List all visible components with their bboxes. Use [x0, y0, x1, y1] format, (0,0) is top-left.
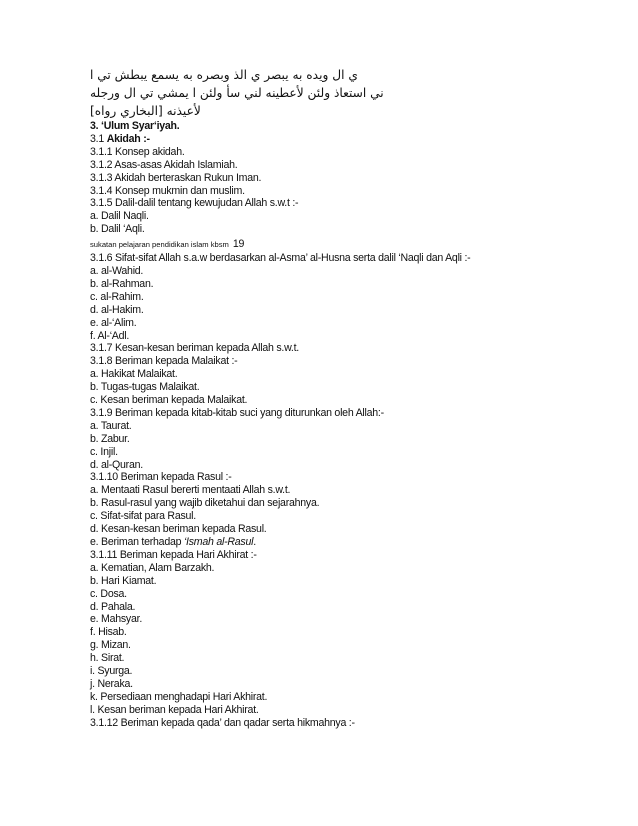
- arabic-line-3: لأعيذنه [البخاري رواه]: [90, 104, 201, 118]
- page-footer: [90, 238, 560, 252]
- list-item: 3.1.11 Beriman kepada Hari Akhirat :-: [90, 548, 257, 561]
- section-heading: 3. ‘Ulum Syar‘iyah.: [90, 120, 180, 132]
- list-item: 3.1.3 Akidah berteraskan Rukun Iman.: [90, 171, 262, 184]
- document-page: [90, 66, 560, 730]
- list-item: c. al-Rahim.: [90, 290, 144, 303]
- list-item: i. Syurga.: [90, 665, 133, 678]
- list-item: c. Kesan beriman kepada Malaikat.: [90, 394, 248, 407]
- list-item: k. Persediaan menghadapi Hari Akhirat.: [90, 690, 268, 703]
- list-item: d. al-Quran.: [90, 458, 143, 471]
- list-item: a. Dalil Naqli.: [90, 210, 149, 223]
- list-item: 3.1.12 Beriman kepada qada’ dan qadar serta hikmahnya :-: [90, 716, 355, 729]
- list-item: c. Sifat-sifat para Rasul.: [90, 510, 196, 523]
- list-item: 3.1.2 Asas-asas Akidah Islamiah.: [90, 158, 238, 171]
- list-item: h. Sirat.: [90, 652, 125, 665]
- page-number: 19: [232, 238, 245, 251]
- akidah-list: [90, 146, 560, 236]
- syllabus-list: [90, 252, 560, 536]
- list-item: b. Zabur.: [90, 432, 130, 445]
- list-item: 3.1.5 Dalil-dalil tentang kewujudan Allah s.w.t :-: [90, 197, 299, 210]
- list-item: 3.1.4 Konsep mukmin dan muslim.: [90, 184, 245, 197]
- list-item: b. Rasul-rasul yang wajib diketahui dan sejarahnya.: [90, 497, 320, 510]
- footer-text: sukatan pelajaran pendidikan islam kbsm: [90, 240, 229, 250]
- akidah-number: 3.1: [90, 132, 104, 145]
- list-item: e. Mahsyar.: [90, 613, 143, 626]
- list-item: a. Taurat.: [90, 419, 132, 432]
- list-item: c. Dosa.: [90, 587, 127, 600]
- list-item: b. Tugas-tugas Malaikat.: [90, 381, 200, 394]
- list-item: b. Dalil ‘Aqli.: [90, 223, 145, 236]
- akidah-heading: [90, 133, 560, 146]
- list-item: d. al-Hakim.: [90, 303, 144, 316]
- list-item: a. Mentaati Rasul bererti mentaati Allah s.w.t.: [90, 484, 291, 497]
- list-item: 3.1.7 Kesan-kesan beriman kepada Allah s.w.t.: [90, 342, 299, 355]
- list-item: f. Al-‘Adl.: [90, 329, 130, 342]
- list-item: 3.1.10 Beriman kepada Rasul :-: [90, 471, 232, 484]
- ismah-suffix: .: [253, 536, 256, 548]
- list-item: e. al-‘Alim.: [90, 316, 137, 329]
- arabic-line-1: ي ال ويده به يبصر ي الذ وبصره به يسمع يبطش تي ا: [90, 68, 358, 82]
- list-item: 3.1.9 Beriman kepada kitab-kitab suci yang diturunkan oleh Allah:-: [90, 406, 384, 419]
- list-item: f. Hisab.: [90, 626, 127, 639]
- list-item: b. Hari Kiamat.: [90, 574, 157, 587]
- list-item-ismah: [90, 536, 560, 549]
- list-item: b. al-Rahman.: [90, 277, 154, 290]
- list-item: 3.1.8 Beriman kepada Malaikat :-: [90, 355, 238, 368]
- ismah-italic: ‘Ismah al-Rasul: [183, 536, 254, 548]
- akidah-label: Akidah :-: [106, 132, 150, 145]
- list-item: l. Kesan beriman kepada Hari Akhirat.: [90, 703, 259, 716]
- list-item: a. al-Wahid.: [90, 264, 144, 277]
- arabic-line-2: ني استعاذ ولئن لأعطينه لني سأ ولئن ا يمشي تي ال ورجله: [90, 86, 384, 100]
- akhirat-list: [90, 549, 560, 730]
- list-item: d. Pahala.: [90, 600, 136, 613]
- list-item: 3.1.6 Sifat-sifat Allah s.a.w berdasarkan al-Asma’ al-Husna serta dalil ‘Naqli dan Aqli :-: [90, 252, 471, 265]
- list-item: a. Hakikat Malaikat.: [90, 368, 178, 381]
- list-item: j. Neraka.: [90, 677, 133, 690]
- list-item: d. Kesan-kesan beriman kepada Rasul.: [90, 523, 267, 536]
- list-item: 3.1.1 Konsep akidah.: [90, 145, 185, 158]
- list-item: g. Mizan.: [90, 639, 131, 652]
- list-item: c. Injil.: [90, 445, 118, 458]
- list-item: a. Kematian, Alam Barzakh.: [90, 561, 215, 574]
- ismah-prefix: e. Beriman terhadap: [90, 536, 184, 548]
